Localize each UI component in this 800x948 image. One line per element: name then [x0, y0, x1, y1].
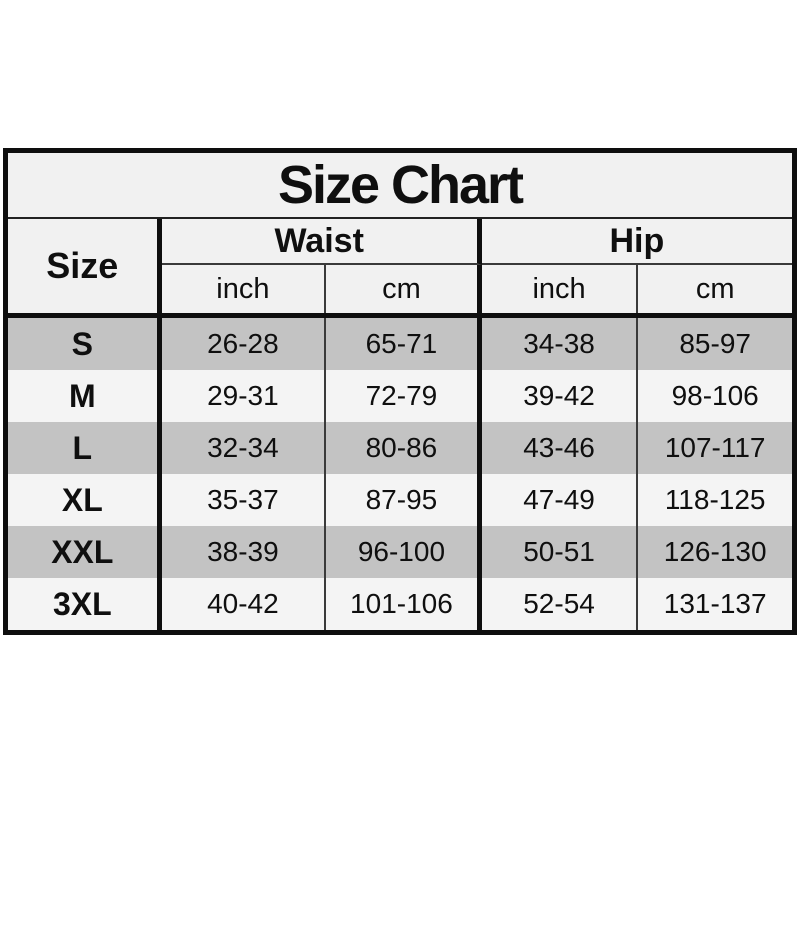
hip-inch-cell: 50-51 — [482, 526, 639, 578]
waist-inch-cell: 35-37 — [162, 474, 326, 526]
size-cell: S — [8, 318, 162, 370]
hip-inch-cell: 52-54 — [482, 578, 639, 630]
size-cell: XL — [8, 474, 162, 526]
subheader-hip-cm: cm — [695, 272, 735, 305]
hip-inch-cell: 47-49 — [482, 474, 639, 526]
table-title: Size Chart — [8, 153, 792, 219]
hip-inch-cell: 34-38 — [482, 318, 639, 370]
subheader-waist-inch: inch — [162, 265, 326, 313]
hip-cm-cell: 98-106 — [638, 370, 792, 422]
size-cell: M — [8, 370, 162, 422]
waist-cm-cell: 80-86 — [326, 422, 482, 474]
table-header — [8, 219, 792, 318]
table-body — [8, 318, 792, 630]
column-group-waist: Waist — [162, 219, 482, 265]
hip-cm-cell: 126-130 — [638, 526, 792, 578]
subheader-hip-inch: inch — [482, 265, 639, 313]
waist-cm-cell: 65-71 — [326, 318, 482, 370]
waist-inch-cell: 26-28 — [162, 318, 326, 370]
waist-inch-cell: 32-34 — [162, 422, 326, 474]
size-chart-table — [3, 148, 797, 635]
waist-cm-cell: 87-95 — [326, 474, 482, 526]
waist-cm-cell: 72-79 — [326, 370, 482, 422]
waist-inch-cell: 29-31 — [162, 370, 326, 422]
size-cell: 3XL — [8, 578, 162, 630]
hip-cm-cell: 131-137 — [638, 578, 792, 630]
size-cell: XXL — [8, 526, 162, 578]
subheader-waist-cm: cm — [326, 265, 482, 313]
waist-cm-cell: 96-100 — [326, 526, 482, 578]
hip-inch-cell: 43-46 — [482, 422, 639, 474]
size-cell: L — [8, 422, 162, 474]
hip-inch-cell: 39-42 — [482, 370, 639, 422]
column-group-hip: Hip — [482, 219, 792, 265]
waist-inch-cell: 38-39 — [162, 526, 326, 578]
hip-cm-cell: 118-125 — [638, 474, 792, 526]
column-header-size: Size — [8, 219, 162, 313]
hip-cm-cell: 107-117 — [638, 422, 792, 474]
waist-cm-cell: 101-106 — [326, 578, 482, 630]
hip-cm-cell: 85-97 — [638, 318, 792, 370]
waist-inch-cell: 40-42 — [162, 578, 326, 630]
